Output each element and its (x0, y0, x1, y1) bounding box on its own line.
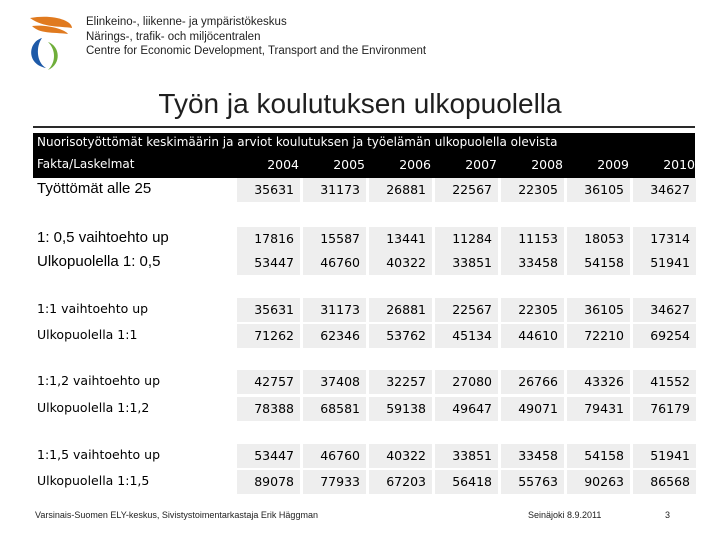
year-2005: 2005 (333, 157, 365, 172)
table-row (33, 298, 695, 322)
table-cell: 53447 (237, 251, 300, 275)
table-cell: 33851 (435, 444, 498, 468)
table-cell: 40322 (369, 444, 432, 468)
page-number: 3 (665, 510, 671, 520)
table-cell: 22305 (501, 298, 564, 322)
table-cell: 32257 (369, 370, 432, 394)
row-label: Ulkopuolella 1:1 (37, 327, 138, 342)
table-row (33, 397, 695, 421)
table-cell: 46760 (303, 251, 366, 275)
table-cell: 53447 (237, 444, 300, 468)
table-cell: 89078 (237, 470, 300, 494)
row-label: 1:1 vaihtoehto up (37, 301, 149, 316)
table-cell: 72210 (567, 324, 630, 348)
row-label: 1:1,2 vaihtoehto up (37, 373, 161, 388)
year-2007: 2007 (465, 157, 497, 172)
table-cell: 17816 (237, 227, 300, 251)
table-cell: 35631 (237, 298, 300, 322)
table-cell: 54158 (567, 444, 630, 468)
table-cell: 35631 (237, 178, 300, 202)
table-cell: 78388 (237, 397, 300, 421)
org-line-fi: Elinkeino-, liikenne- ja ympäristökeskus (86, 16, 287, 28)
table-cell: 42757 (237, 370, 300, 394)
table-cell: 11153 (501, 227, 564, 251)
header-label: Fakta/Laskelmat (37, 157, 135, 171)
table-cell: 31173 (303, 298, 366, 322)
row-label: Ulkopuolella 1:1,2 (37, 400, 150, 415)
row-label: Ulkopuolella 1:1,5 (37, 473, 150, 488)
table-row (33, 251, 695, 275)
table-row (33, 227, 695, 251)
table-cell: 27080 (435, 370, 498, 394)
table-cell: 36105 (567, 298, 630, 322)
row-label: Ulkopuolella 1: 0,5 (37, 253, 161, 270)
table-row (33, 444, 695, 468)
row-label: Työttömät alle 25 (37, 180, 152, 197)
table-cell: 51941 (633, 444, 696, 468)
table-cell: 34627 (633, 178, 696, 202)
table-cell: 86568 (633, 470, 696, 494)
table-cell: 76179 (633, 397, 696, 421)
org-line-sv: Närings-, trafik- och miljöcentralen (86, 30, 261, 43)
table-cell: 22305 (501, 178, 564, 202)
table-cell: 43326 (567, 370, 630, 394)
ely-logo-icon (22, 12, 78, 74)
table-cell: 69254 (633, 324, 696, 348)
table-cell: 54158 (567, 251, 630, 275)
table-cell: 17314 (633, 227, 696, 251)
table-cell: 34627 (633, 298, 696, 322)
table-cell: 37408 (303, 370, 366, 394)
organization-name (86, 15, 426, 59)
table-cell: 45134 (435, 324, 498, 348)
table-cell: 49071 (501, 397, 564, 421)
table-cell: 44610 (501, 324, 564, 348)
table-cell: 62346 (303, 324, 366, 348)
slide-title: Työn ja koulutuksen ulkopuolella (158, 88, 562, 119)
table-cell: 11284 (435, 227, 498, 251)
table-cell: 41552 (633, 370, 696, 394)
year-2004: 2004 (267, 157, 299, 172)
table-cell: 79431 (567, 397, 630, 421)
footer-author: Varsinais-Suomen ELY-keskus, Sivistystoimentarkastaja Erik Häggman (35, 510, 318, 520)
table-cell: 13441 (369, 227, 432, 251)
table-header (33, 152, 695, 178)
table-row (33, 370, 695, 394)
table-cell: 26881 (369, 298, 432, 322)
table-cell: 26766 (501, 370, 564, 394)
table-row (33, 324, 695, 348)
year-2009: 2009 (597, 157, 629, 172)
table-subtitle: Nuorisotyöttömät keskimäärin ja arviot koulutuksen ja työelämän ulkopuolella olevista (33, 133, 695, 152)
year-2006: 2006 (399, 157, 431, 172)
table-cell: 53762 (369, 324, 432, 348)
table-cell: 71262 (237, 324, 300, 348)
table-cell: 22567 (435, 298, 498, 322)
table-cell: 68581 (303, 397, 366, 421)
table-cell: 46760 (303, 444, 366, 468)
table-cell: 56418 (435, 470, 498, 494)
table-cell: 59138 (369, 397, 432, 421)
table-cell: 33851 (435, 251, 498, 275)
table-cell: 51941 (633, 251, 696, 275)
table-cell: 15587 (303, 227, 366, 251)
year-2008: 2008 (531, 157, 563, 172)
table-cell: 26881 (369, 178, 432, 202)
row-label: 1:1,5 vaihtoehto up (37, 447, 161, 462)
table-cell: 18053 (567, 227, 630, 251)
footer-date: Seinäjoki 8.9.2011 (528, 510, 602, 520)
table-cell: 22567 (435, 178, 498, 202)
table-cell: 67203 (369, 470, 432, 494)
table-row (33, 178, 695, 202)
table-cell: 36105 (567, 178, 630, 202)
org-line-en: Centre for Economic Development, Transport and the Environment (86, 45, 427, 57)
table-cell: 33458 (501, 251, 564, 275)
table-cell: 55763 (501, 470, 564, 494)
table-cell: 77933 (303, 470, 366, 494)
table-cell: 49647 (435, 397, 498, 421)
table-cell: 31173 (303, 178, 366, 202)
table-cell: 90263 (567, 470, 630, 494)
year-2010: 2010 (663, 157, 695, 172)
title-divider (33, 126, 695, 128)
table-row (33, 470, 695, 494)
row-label: 1: 0,5 vaihtoehto up (37, 229, 169, 246)
table-cell: 33458 (501, 444, 564, 468)
table-cell: 40322 (369, 251, 432, 275)
